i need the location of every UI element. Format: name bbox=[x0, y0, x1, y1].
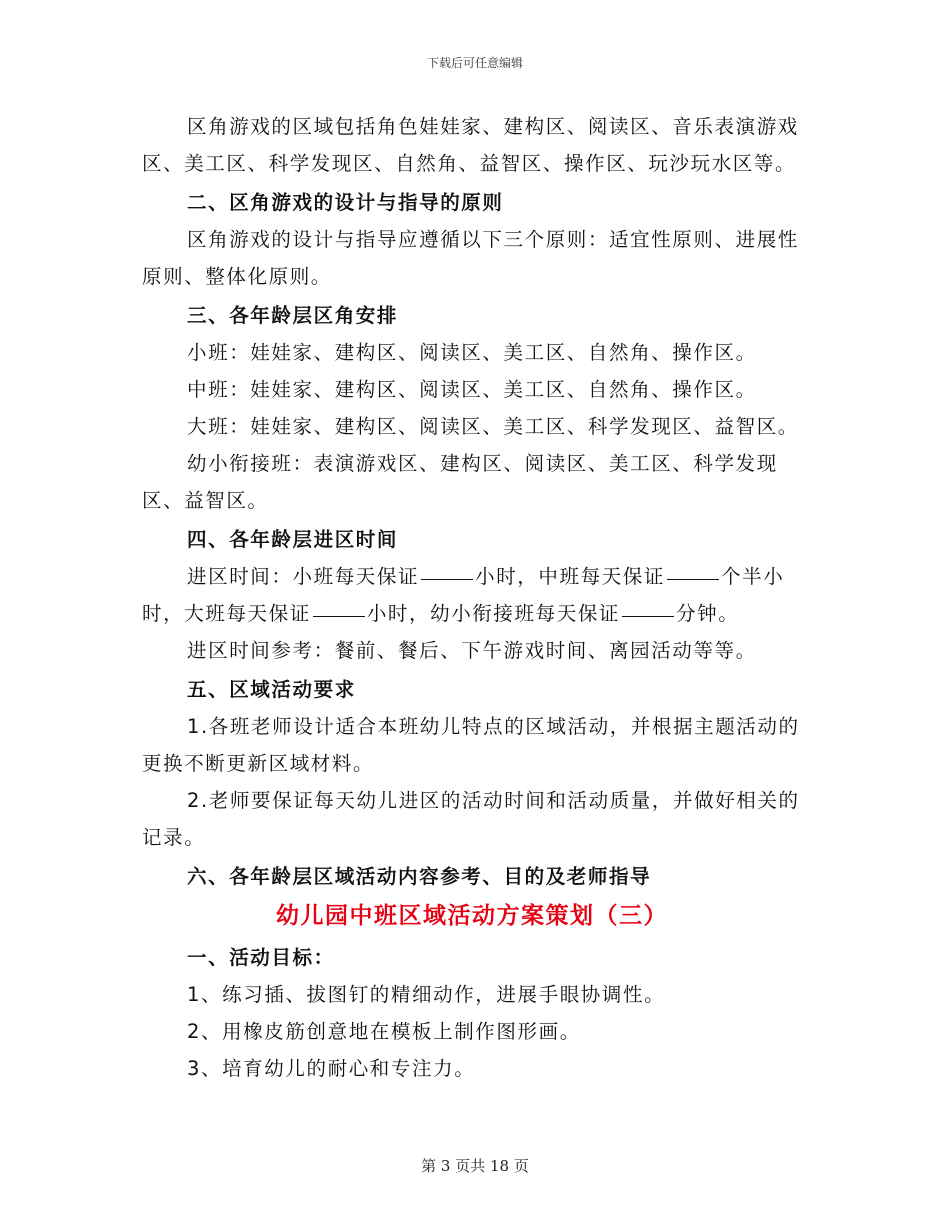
zone-time-part-1: 进区时间：小班每天保证 bbox=[187, 565, 420, 588]
heading-content-reference: 六、各年龄层区域活动内容参考、目的及老师指导 bbox=[187, 865, 652, 888]
heading-activity-goals: 一、活动目标： bbox=[187, 946, 335, 969]
paragraph-principles: 区角游戏的设计与指导应遵循以下三个原则：适宜性原则、进展性原则、整体化原则。 bbox=[142, 228, 799, 288]
fill-blank bbox=[622, 615, 674, 617]
zone-time-part-3: 个半小时，大班每天保证 bbox=[142, 565, 785, 625]
goal-item-3: 3、培育幼儿的耐心和专注力。 bbox=[187, 1057, 476, 1080]
heading-principles: 二、区角游戏的设计与指导的原则 bbox=[187, 191, 504, 214]
goal-item-1: 1、练习插、拔图钉的精细动作，进展手眼协调性。 bbox=[187, 983, 666, 1006]
zone-time-part-2: 小时，中班每天保证 bbox=[475, 565, 666, 588]
heading-age-arrangement: 三、各年龄层区角安排 bbox=[187, 304, 399, 327]
paragraph-transition-class: 幼小衔接班：表演游戏区、建构区、阅读区、美工区、科学发现区、益智区。 bbox=[142, 452, 778, 512]
document-body bbox=[142, 108, 802, 1087]
page-footer: 第 3 页共 18 页 bbox=[421, 1157, 529, 1175]
heading-requirements: 五、区域活动要求 bbox=[187, 678, 356, 701]
fill-blank bbox=[313, 615, 365, 617]
paragraph-zones-intro: 区角游戏的区域包括角色娃娃家、建构区、阅读区、音乐表演游戏区、美工区、科学发现区、自然角、益智区、操作区、玩沙玩水区等。 bbox=[142, 115, 799, 175]
paragraph-zone-time bbox=[142, 558, 802, 632]
paragraph-time-reference: 进区时间参考：餐前、餐后、下午游戏时间、离园活动等等。 bbox=[187, 639, 757, 662]
paragraph-middle-class: 中班：娃娃家、建构区、阅读区、美工区、自然角、操作区。 bbox=[187, 378, 757, 401]
goal-item-2: 2、用橡皮筋创意地在模板上制作图形画。 bbox=[187, 1020, 581, 1043]
zone-time-part-5: 分钟。 bbox=[676, 602, 740, 625]
zone-time-part-4: 小时，幼小衔接班每天保证 bbox=[366, 602, 621, 625]
paragraph-large-class: 大班：娃娃家、建构区、阅读区、美工区、科学发现区、益智区。 bbox=[187, 415, 799, 438]
paragraph-requirement-1: 1.各班老师设计适合本班幼儿特点的区域活动，并根据主题活动的更换不断更新区域材料。 bbox=[142, 715, 800, 775]
section-title: 幼儿园中班区域活动方案策划（三） bbox=[276, 902, 668, 929]
fill-blank bbox=[421, 578, 473, 580]
heading-zone-time: 四、各年龄层进区时间 bbox=[187, 528, 399, 551]
page-header: 下载后可任意编辑 bbox=[426, 56, 523, 70]
paragraph-requirement-2: 2.老师要保证每天幼儿进区的活动时间和活动质量，并做好相关的记录。 bbox=[142, 789, 800, 849]
fill-blank bbox=[667, 578, 719, 580]
paragraph-small-class: 小班：娃娃家、建构区、阅读区、美工区、自然角、操作区。 bbox=[187, 341, 757, 364]
